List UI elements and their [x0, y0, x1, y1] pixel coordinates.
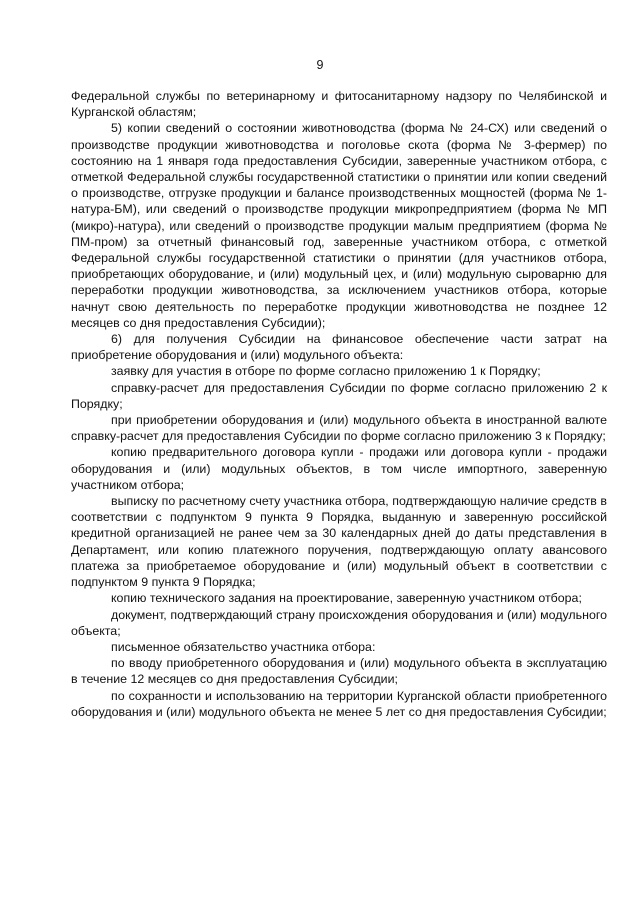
page-number: 9 — [316, 58, 324, 72]
paragraph-bank-statement: выписку по расчетному счету участника отбора, подтверждающую наличие средств в соответствии с подпунктом 9 пункта 9 Порядка, выданную и заверенную российской кредитной организацией не ранее чем за 30 календарных дней до даты представления в Департамент, или копию платежного поручения, подтверждающую оплату авансового платежа за приобретаемое оборудование и (или) модульный объект в соответствии с подпунктом 9 пункта 9 Порядка; — [71, 494, 607, 590]
document-body — [71, 88, 607, 720]
paragraph-written-obligation: письменное обязательство участника отбора: — [111, 639, 376, 654]
paragraph-technical-task: копию технического задания на проектирование, заверенную участником отбора; — [111, 591, 582, 606]
paragraph-calculation-form-2: справку-расчет для предоставления Субсидии по форме согласно приложению 2 к Порядку; — [71, 380, 607, 411]
paragraph-origin-document: документ, подтверждающий страну происхождения оборудования и (или) модульного объекта; — [71, 607, 607, 638]
paragraph-continuation: Федеральной службы по ветеринарному и фитосанитарному надзору по Челябинской и Курганской областям; — [71, 89, 607, 120]
paragraph-calculation-form-3: при приобретении оборудования и (или) модульного объекта в иностранной валюте справку-расчет для предоставления Субсидии по форме согласно приложению 3 к Порядку; — [71, 413, 607, 444]
paragraph-item-5: 5) копии сведений о состоянии животноводства (форма № 24-СХ) или сведений о производстве продукции животноводства и поголовье скота (форма № 3-фермер) по состоянию на 1 января года предоставления Субсидии, заверенные участником отбора, с отметкой Федеральной службы государственной статистики о принятии или копии сведений о производстве, отгрузке продукции и балансе производственных мощностей (форма № 1-натура-БМ), или сведений о производстве продукции микропредприятием (форма № МП (микро)-натура), или сведений о производстве продукции малым предприятием (форма № ПМ-пром) за отчетный финансовый год, заверенные участником отбора, с отметкой Федеральной службы государственной статистики о принятии (для участников отбора, приобретающих оборудование, и (или) модульный цех, и (или) модульную сыроварню для переработки продукции животноводства, за исключением участников отбора, которые начнут свою деятельность по переработке продукции животноводства не позднее 12 месяцев со дня предоставления Субсидии); — [71, 121, 607, 330]
paragraph-application: заявку для участия в отборе по форме согласно приложению 1 к Порядку; — [111, 364, 541, 379]
paragraph-contract-copy: копию предварительного договора купли - продажи или договора купли - продажи оборудования и (или) модульных объектов, в том числе импортного, заверенную участником отбора; — [71, 445, 607, 492]
paragraph-commissioning: по вводу приобретенного оборудования и (или) модульного объекта в эксплуатацию в течение 12 месяцев со дня предоставления Субсидии; — [71, 656, 607, 687]
paragraph-preservation: по сохранности и использованию на территории Курганской области приобретенного оборудования и (или) модульного объекта не менее 5 лет со дня предоставления Субсидии; — [71, 688, 607, 719]
paragraph-item-6: 6) для получения Субсидии на финансовое обеспечение части затрат на приобретение оборудования и (или) модульного объекта: — [71, 332, 607, 363]
